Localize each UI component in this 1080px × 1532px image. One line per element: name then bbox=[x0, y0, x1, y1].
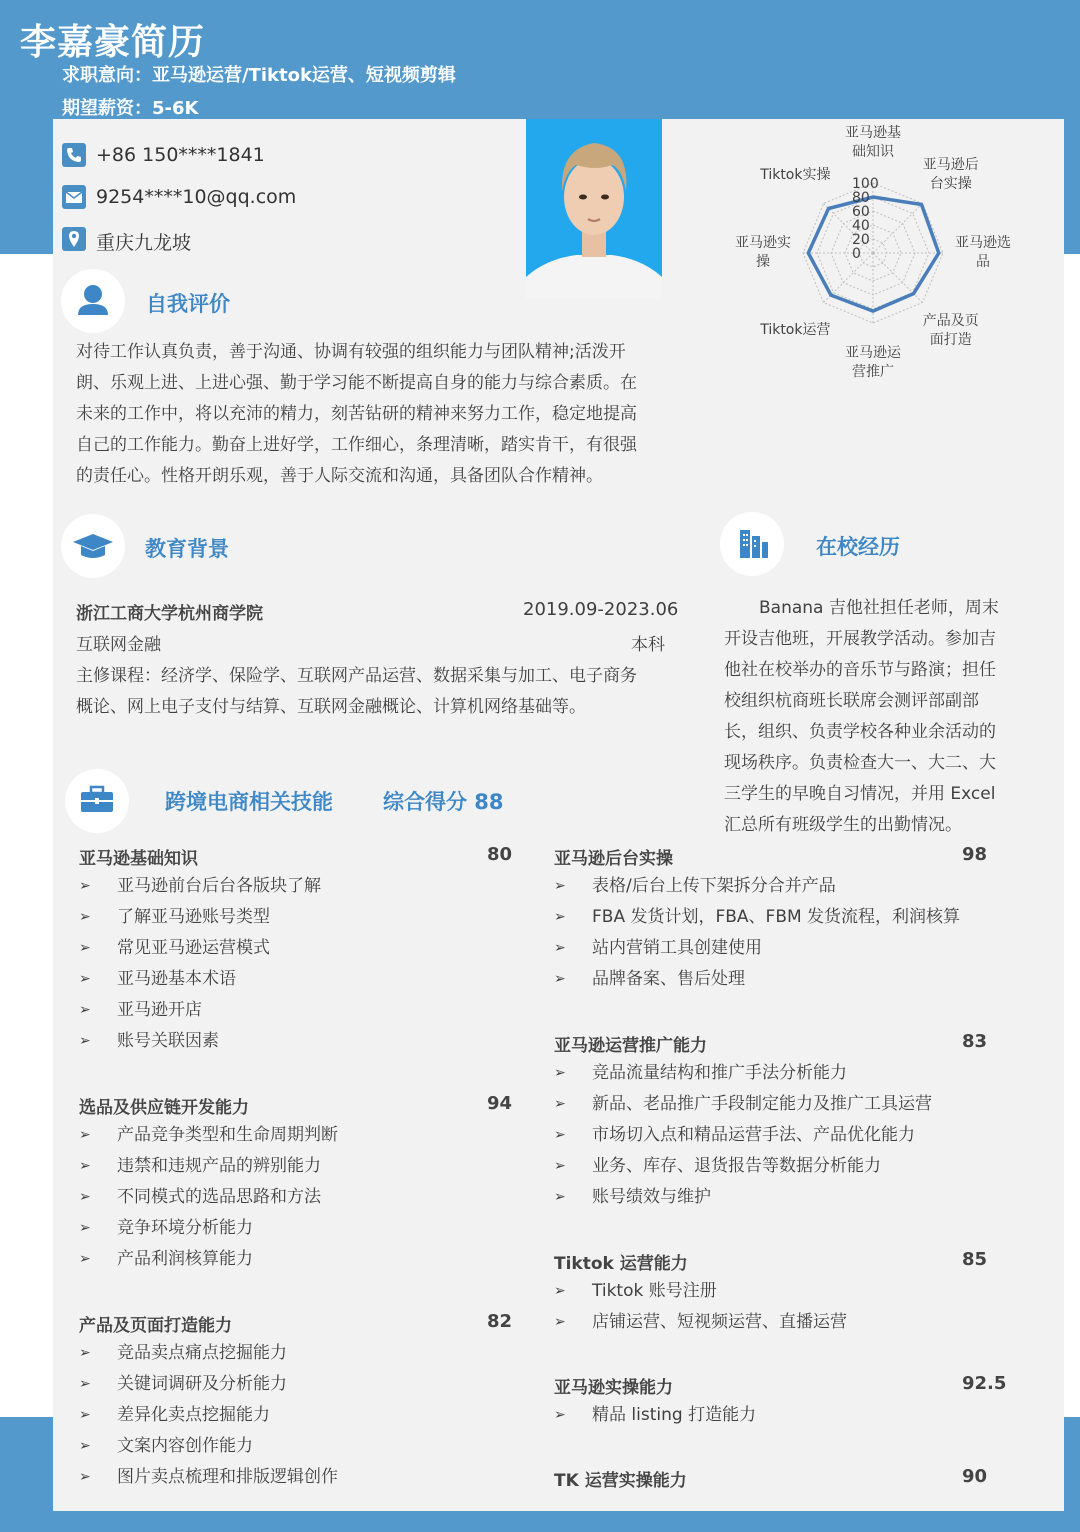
arrow-bullet-icon: ➢ bbox=[79, 1127, 91, 1143]
skill-item bbox=[79, 902, 539, 933]
skill-item bbox=[554, 933, 1014, 964]
skill-item bbox=[554, 902, 1014, 933]
skill-item bbox=[79, 1026, 539, 1057]
radar-axis-label: 亚马逊选 品 bbox=[955, 235, 1011, 270]
radar-axis-label: 亚马逊基 础知识 bbox=[845, 125, 901, 160]
courses-line-1: 主修课程：经济学、保险学、互联网产品运营、数据采集与加工、电子商务 bbox=[76, 666, 637, 686]
skill-group-title: 亚马逊实操能力 bbox=[554, 1378, 673, 1398]
arrow-bullet-icon: ➢ bbox=[554, 1158, 566, 1174]
skill-item bbox=[79, 1400, 539, 1431]
skill-item bbox=[79, 1431, 539, 1462]
skill-item-text: 图片卖点梳理和排版逻辑创作 bbox=[117, 1467, 338, 1487]
arrow-bullet-icon: ➢ bbox=[79, 909, 91, 925]
degree: 本科 bbox=[631, 635, 665, 655]
radar-tick-label: 40 bbox=[852, 218, 870, 234]
skill-item-text: 竞品卖点痛点挖掘能力 bbox=[117, 1343, 287, 1363]
arrow-bullet-icon: ➢ bbox=[79, 940, 91, 956]
radar-axis-label: 亚马逊后 台实操 bbox=[922, 157, 979, 193]
arrow-bullet-icon: ➢ bbox=[79, 1376, 91, 1392]
skill-item bbox=[79, 1244, 539, 1275]
skill-item-text: 产品竞争类型和生命周期判断 bbox=[117, 1125, 338, 1145]
skill-item-text: 账号关联因素 bbox=[117, 1031, 219, 1051]
self-eval-icon-circle bbox=[61, 269, 125, 333]
skill-item bbox=[79, 995, 539, 1026]
skill-item-text: 违禁和违规产品的辨别能力 bbox=[117, 1156, 321, 1176]
skill-group-score: 83 bbox=[962, 1031, 988, 1052]
skill-item-text: FBA 发货计划，FBA、FBM 发货流程，利润核算 bbox=[592, 907, 961, 927]
skill-item bbox=[554, 1400, 1014, 1431]
campus-icon-circle bbox=[720, 512, 784, 576]
skill-item-text: 亚马逊开店 bbox=[117, 1000, 202, 1020]
skill-group-title: 亚马逊后台实操 bbox=[554, 849, 673, 869]
skill-item bbox=[554, 964, 1014, 995]
briefcase-icon bbox=[65, 769, 129, 833]
email-address: 9254****10@qq.com bbox=[96, 186, 297, 208]
radar-tick-label: 0 bbox=[852, 246, 861, 262]
skill-item-text: 亚马逊前台后台各版块了解 bbox=[117, 876, 321, 896]
radar-axis-label: 亚马逊运 营推广 bbox=[845, 345, 901, 380]
radar-tick-label: 80 bbox=[852, 190, 870, 206]
arrow-bullet-icon: ➢ bbox=[554, 1407, 566, 1423]
skill-group-title: TK 运营实操能力 bbox=[554, 1471, 687, 1491]
skill-group-title: 亚马逊运营推广能力 bbox=[554, 1036, 707, 1056]
skill-group-score: 90 bbox=[962, 1466, 988, 1487]
person-icon bbox=[61, 269, 125, 333]
skill-group-title: 产品及页面打造能力 bbox=[79, 1316, 232, 1336]
radar-axis-label: 产品及页 面打造 bbox=[922, 312, 979, 348]
campus-title: 在校经历 bbox=[816, 535, 900, 559]
skills-total-score: 综合得分 88 bbox=[383, 790, 504, 814]
study-period: 2019.09-2023.06 bbox=[523, 599, 679, 620]
education-title: 教育背景 bbox=[145, 537, 229, 561]
location-pin-icon bbox=[62, 227, 86, 251]
skill-item bbox=[554, 1307, 1014, 1338]
skill-item bbox=[79, 1462, 539, 1493]
skill-item bbox=[79, 1369, 539, 1400]
courses-line-2: 概论、网上电子支付与结算、互联网金融概论、计算机网络基础等。 bbox=[76, 697, 586, 717]
skill-item-text: 站内营销工具创建使用 bbox=[592, 938, 762, 958]
skill-item-text: 文案内容创作能力 bbox=[117, 1436, 253, 1456]
arrow-bullet-icon: ➢ bbox=[554, 1127, 566, 1143]
skill-item bbox=[79, 1213, 539, 1244]
skills-icon-circle bbox=[65, 769, 129, 833]
arrow-bullet-icon: ➢ bbox=[79, 1251, 91, 1267]
arrow-bullet-icon: ➢ bbox=[79, 1033, 91, 1049]
skills-title: 跨境电商相关技能 bbox=[165, 790, 333, 814]
skill-group-title: 选品及供应链开发能力 bbox=[79, 1098, 249, 1118]
self-eval-text: 对待工作认真负责，善于沟通、协调有较强的组织能力与团队精神;活泼开 朗、乐观上进、上进心强、勤于学习能不断提高自身的能力与综合素质。在 未来的工作中，将以充沛的精力，刻苦钻研的精神来努力工作，稳定地提高 自己的工作能力。勤奋上进好学，工作细心，条理清晰，踏实肯干，有很强 的责任心。性格开朗乐观，善于人际交流和沟通，具备团队合作精神。 bbox=[76, 342, 637, 486]
skill-item-text: 店铺运营、短视频运营、直播运营 bbox=[592, 1312, 847, 1332]
profile-photo bbox=[526, 119, 662, 299]
major: 互联网金融 bbox=[76, 635, 161, 655]
education-icon-circle bbox=[61, 514, 125, 578]
mail-icon bbox=[62, 185, 86, 209]
skill-item bbox=[79, 1338, 539, 1369]
arrow-bullet-icon: ➢ bbox=[554, 1065, 566, 1081]
phone-number: +86 150****1841 bbox=[96, 144, 265, 166]
phone-icon bbox=[62, 143, 86, 167]
arrow-bullet-icon: ➢ bbox=[79, 1220, 91, 1236]
radar-axis-label: Tiktok运营 bbox=[760, 322, 831, 339]
skill-item-text: Tiktok 账号注册 bbox=[592, 1281, 717, 1301]
skill-item-text: 新品、老品推广手段制定能力及推广工具运营 bbox=[592, 1094, 932, 1114]
skill-item-text: 关键词调研及分析能力 bbox=[117, 1374, 287, 1394]
skill-item-text: 账号绩效与维护 bbox=[592, 1187, 711, 1207]
skill-item-text: 竞争环境分析能力 bbox=[117, 1218, 253, 1238]
skill-item bbox=[79, 871, 539, 902]
skill-item bbox=[554, 1120, 1014, 1151]
skill-item bbox=[554, 1058, 1014, 1089]
arrow-bullet-icon: ➢ bbox=[554, 971, 566, 987]
skill-item-text: 产品利润核算能力 bbox=[117, 1249, 253, 1269]
arrow-bullet-icon: ➢ bbox=[79, 1407, 91, 1423]
skill-item bbox=[554, 1089, 1014, 1120]
self-eval-title: 自我评价 bbox=[146, 292, 230, 316]
skill-item bbox=[79, 1151, 539, 1182]
job-intent: 求职意向：亚马逊运营/Tiktok运营、短视频剪辑 bbox=[62, 65, 456, 86]
skill-group-title: Tiktok 运营能力 bbox=[554, 1254, 688, 1274]
skill-item-text: 了解亚马逊账号类型 bbox=[117, 907, 270, 927]
skill-item-text: 差异化卖点挖掘能力 bbox=[117, 1405, 270, 1425]
arrow-bullet-icon: ➢ bbox=[79, 878, 91, 894]
radar-tick-label: 100 bbox=[852, 176, 879, 192]
skill-item bbox=[79, 1120, 539, 1151]
skill-item bbox=[554, 1276, 1014, 1307]
skill-item bbox=[79, 1182, 539, 1213]
arrow-bullet-icon: ➢ bbox=[554, 940, 566, 956]
skill-group-score: 92.5 bbox=[962, 1373, 1007, 1394]
radar-axis-label: 亚马逊实 操 bbox=[735, 235, 791, 270]
skill-item-text: 市场切入点和精品运营手法、产品优化能力 bbox=[592, 1125, 915, 1145]
skill-item-text: 业务、库存、退货报告等数据分析能力 bbox=[592, 1156, 881, 1176]
skill-item-text: 亚马逊基本术语 bbox=[117, 969, 236, 989]
building-icon bbox=[720, 512, 784, 576]
expected-salary: 期望薪资：5-6K bbox=[62, 98, 199, 119]
skill-item-text: 品牌备案、售后处理 bbox=[592, 969, 745, 989]
skill-group-title: 亚马逊基础知识 bbox=[79, 849, 198, 869]
campus-text: Banana 吉他社担任老师，周末 开设吉他班，开展教学活动。参加吉 他社在校举办的音乐节与路演；担任 校组织杭商班长联席会测评部副部 长，组织、负责学校各种业余活动的 现场秩序。负责检查大一、大二、大 三学生的早晚自习情况，并用 Excel 汇总所有班级学生的出勤情况。 bbox=[724, 598, 999, 835]
arrow-bullet-icon: ➢ bbox=[79, 1158, 91, 1174]
skill-item bbox=[79, 933, 539, 964]
skill-group-score: 80 bbox=[487, 844, 513, 865]
resume-title: 李嘉豪简历 bbox=[20, 22, 206, 63]
arrow-bullet-icon: ➢ bbox=[554, 878, 566, 894]
arrow-bullet-icon: ➢ bbox=[79, 1345, 91, 1361]
skill-item-text: 不同模式的选品思路和方法 bbox=[117, 1187, 321, 1207]
skill-item bbox=[554, 1151, 1014, 1182]
skill-item bbox=[554, 871, 1014, 902]
arrow-bullet-icon: ➢ bbox=[79, 971, 91, 987]
skill-item bbox=[554, 1182, 1014, 1213]
arrow-bullet-icon: ➢ bbox=[79, 1469, 91, 1485]
skill-item-text: 常见亚马逊运营模式 bbox=[117, 938, 270, 958]
skill-item-text: 精品 listing 打造能力 bbox=[592, 1405, 757, 1425]
skill-item-text: 表格/后台上传下架拆分合并产品 bbox=[592, 876, 836, 896]
skill-group-score: 82 bbox=[487, 1311, 513, 1332]
arrow-bullet-icon: ➢ bbox=[554, 1314, 566, 1330]
radar-ticks bbox=[852, 176, 879, 262]
school-name: 浙江工商大学杭州商学院 bbox=[76, 604, 263, 624]
graduation-cap-icon bbox=[61, 514, 125, 578]
skill-group-score: 98 bbox=[962, 844, 988, 865]
skill-item-text: 竞品流量结构和推广手法分析能力 bbox=[592, 1063, 847, 1083]
arrow-bullet-icon: ➢ bbox=[554, 1283, 566, 1299]
arrow-bullet-icon: ➢ bbox=[79, 1002, 91, 1018]
location: 重庆九龙坡 bbox=[96, 232, 192, 254]
radar-axis-label: Tiktok实操 bbox=[760, 166, 831, 183]
arrow-bullet-icon: ➢ bbox=[79, 1438, 91, 1454]
arrow-bullet-icon: ➢ bbox=[554, 1096, 566, 1112]
arrow-bullet-icon: ➢ bbox=[554, 1189, 566, 1205]
radar-tick-label: 20 bbox=[852, 232, 870, 248]
arrow-bullet-icon: ➢ bbox=[554, 909, 566, 925]
skill-item bbox=[79, 964, 539, 995]
arrow-bullet-icon: ➢ bbox=[79, 1189, 91, 1205]
radar-tick-label: 60 bbox=[852, 204, 870, 220]
skill-group-score: 94 bbox=[487, 1093, 513, 1114]
skill-group-score: 85 bbox=[962, 1249, 988, 1270]
